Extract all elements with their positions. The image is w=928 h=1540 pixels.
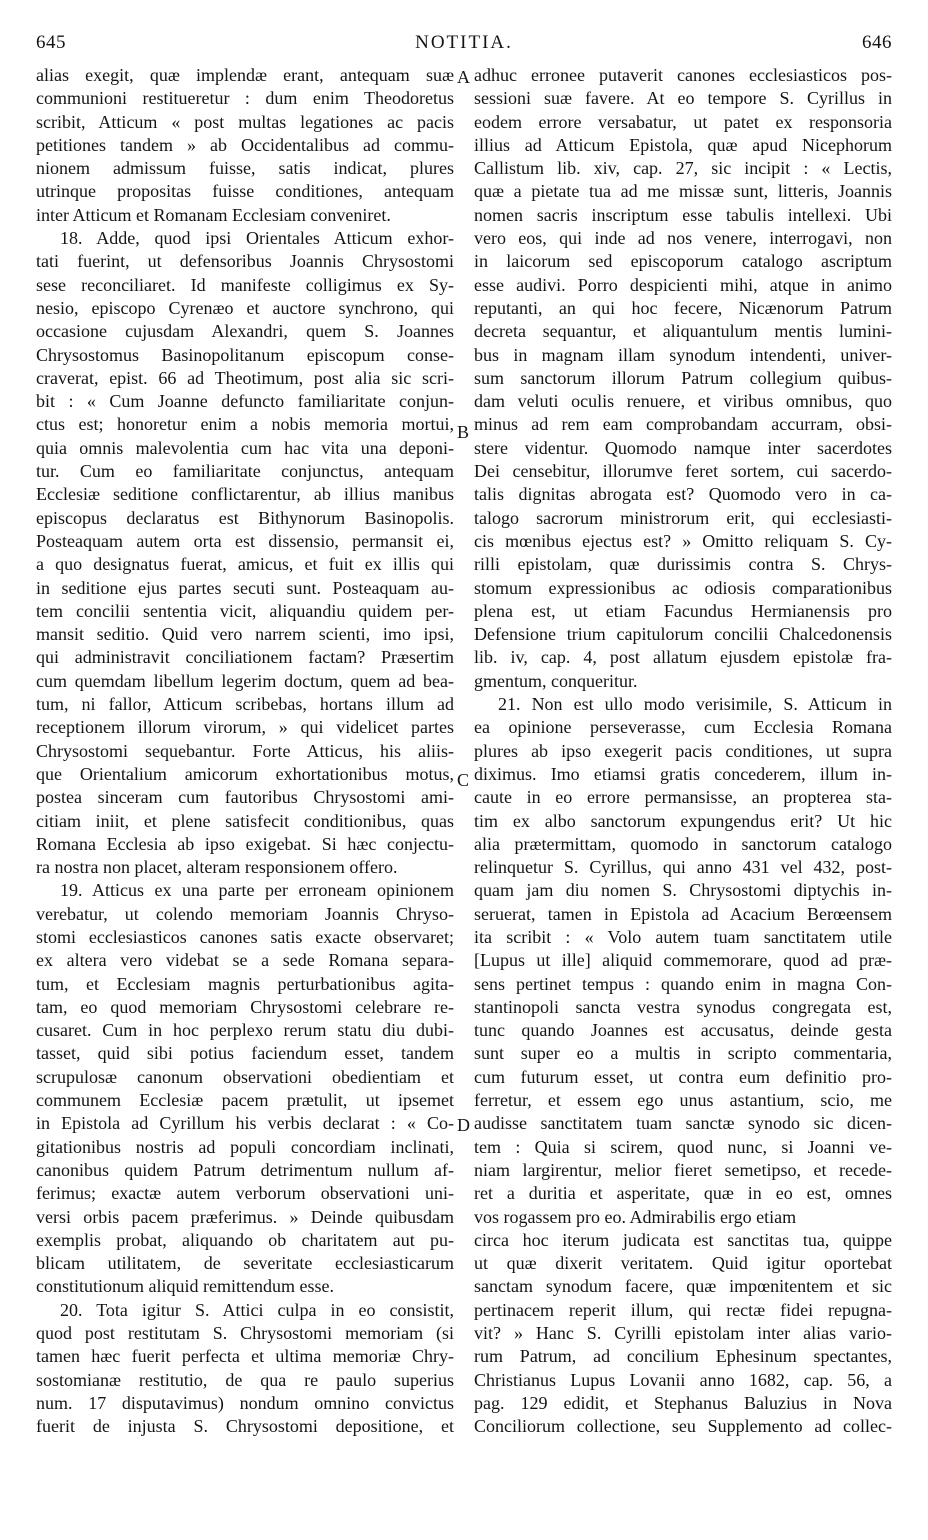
text-line: eodem errore versabatur, ut patet ex responsoria [474,111,892,132]
text-line: vit? » Hanc S. Cyrilli epistolam inter alias vario- [474,1323,892,1344]
text-line: reputanti, an qui hoc fecere, Nicænorum Patrum [474,297,892,318]
text-line: sum sanctorum illorum Patrum collegium quibus- [474,367,892,388]
text-line: canonibus quidem Patrum detrimentum nullum af- [36,1159,454,1180]
text-line: Chrysostomi sequebantur. Forte Atticus, his aliis- [36,740,454,761]
text-line: cum quemdam libellum legerim doctum, quem ad bea- [36,670,454,691]
text-line: exemplis probat, aliquando ob charitatem aut pu- [36,1229,454,1250]
text-line: 20. Tota igitur S. Attici culpa in eo consistit, [60,1299,454,1320]
margin-letter-d: D [457,1115,470,1135]
text-line: tamen hæc fuerit perfecta et ultima memoriæ Chry- [36,1346,454,1367]
text-line: stomum expressionibus ac odiosis comparationibus [474,577,892,598]
text-line: seruerat, tamen in Epistola ad Acacium Berœensem [474,903,892,924]
text-line: ita scribit : « Volo autem tuam sanctitatem utile [474,926,892,947]
text-line: Christianus Lupus Lovanii anno 1682, cap. 56, a [474,1369,892,1390]
text-line: blicam utilitatem, de severitate ecclesiasticarum [36,1253,454,1274]
text-line: quam jam diu nomen S. Chrysostomi diptychis in- [474,880,892,901]
text-line: plures ab ipso exegerit pacis conditiones, ut supra [474,740,892,761]
text-line: sostomianæ restitutio, de qua re paulo superius [36,1369,454,1390]
text-line: in laicorum sed episcoporum catalogo ascriptum [474,251,892,272]
text-line: rilli epistolam, quæ durissimis contra S. Chrys- [474,554,892,575]
text-line: alia prætermittam, quomodo in sanctorum catalogo [474,833,892,854]
text-line: cis mœnibus ejectus est? » Omitto reliquam S. Cy- [474,530,892,551]
text-line: a quo designatus fuerat, amicus, et fuit ex illis qui [36,554,454,575]
text-line: in seditione ejus partes secuti sunt. Posteaquam au- [36,577,454,598]
text-line: communioni restitueretur : dum enim Theodoretus [36,88,454,109]
text-line: verebatur, ut colendo memoriam Joannis Chryso- [36,903,454,924]
text-line: sese reconciliaret. Id manifeste colligimus ex Sy- [36,274,454,295]
text-line: num. 17 disputavimus) nondum omnino convictus [36,1392,454,1413]
text-line: Conciliorum collectione, seu Supplemento ad collec- [474,1416,892,1437]
text-line: vos rogassem pro eo. Admirabilis ergo etiam [474,1206,797,1227]
text-line: Dei censebitur, illorumve feret sortem, cui sacerdo- [474,461,892,482]
text-line: in Epistola ad Cyrillum his verbis declarat : « Co- [36,1113,454,1134]
text-line: gmentum, conqueritur. [474,670,638,691]
text-line: sessioni suæ favere. At eo tempore S. Cyrillus in [474,88,892,109]
text-line: rum Patrum, ad concilium Ephesinum spectantes, [474,1346,892,1367]
text-line: alias exegit, quæ implendæ erant, antequam suæ [36,65,454,85]
text-line: ea opinione perseverasse, cum Ecclesia Romana [474,717,892,738]
text-line: utrinque propositas fuisse conditiones, antequam [36,181,454,202]
text-line: 19. Atticus ex una parte per erroneam opinionem [60,880,454,901]
text-line: dam veluti oculis renuere, et viribus omnibus, quo [474,391,892,412]
text-line: sunt super eo a multis in scripto commentaria, [474,1043,892,1064]
text-line: diximus. Imo etiamsi gratis concederem, illum in- [474,763,892,784]
right-column [474,64,892,1514]
text-line: episcopus declaratus est Bithynorum Basinopolis. [36,507,454,528]
text-line: audisse sanctitatem tuam sanctæ synodo sic dicen- [474,1113,892,1134]
text-line: inter Atticum et Romanam Ecclesiam conveniret. [36,204,391,225]
text-line: stomi ecclesiasticos canones satis exacte observaret; [36,926,454,947]
text-line: caute in eo errore permansisse, an propterea sta- [474,787,892,808]
text-line: qui administravit conciliationem factam? Præsertim [36,647,454,668]
running-title: NOTITIA. [415,32,513,53]
page-number-right: 646 [862,32,892,53]
text-line: tasset, quid sibi potius faciendum esset, tandem [36,1043,454,1064]
text-line: que Orientalium amicorum exhortationibus motus, [36,763,454,784]
left-column [36,64,454,1514]
text-line: tim ex albo sanctorum expungendus erit? Ut hic [474,810,892,831]
text-line: 21. Non est ullo modo verisimile, S. Atticum in [498,694,892,715]
text-line: cum futurum esset, ut contra eum definitio pro- [474,1066,892,1087]
text-line: plena est, ut etiam Facundus Hermianensis pro [474,600,892,621]
text-line: scrupulosæ canonum observationi obedientiam et [36,1066,454,1087]
running-header [36,32,892,60]
text-line: ferimus; exactæ autem verborum observationi uni- [36,1183,454,1204]
text-line: quia omnis malevolentia cum hac vita una deponi- [36,437,454,458]
text-line: bit : « Cum Joanne defuncto familiaritate conjun- [36,391,454,412]
text-line: Posteaquam autem orta est dissensio, permansit ei, [36,530,454,551]
text-line: tum, et Ecclesiam magnis perturbationibus agita- [36,973,454,994]
text-line: sanctam synodum facere, quæ impœnitentem et sic [474,1276,892,1297]
text-line: fuerit de injusta S. Chrysostomi depositione, et [36,1416,454,1437]
text-line: vero eos, qui inde ad nos venere, interrogavi, non [474,228,892,249]
text-line: quæ a pietate tua ad me missæ sunt, litteris, Joannis [474,181,892,202]
text-line: occasione cujusdam Alexandri, quem S. Joannes [36,321,454,342]
text-line: mansit seditio. Quid vero narrem scienti, imo ipsi, [36,624,454,645]
text-line: quod post restitutam S. Chrysostomi memoriam (si [36,1323,454,1344]
text-line: 18. Adde, quod ipsi Orientales Atticum exhor- [60,228,454,249]
text-line: adhuc erronee putaverit canones ecclesiasticos pos- [474,65,892,85]
text-line: tum, ni fallor, Atticum scribebas, hortans illum ad [36,694,454,715]
text-line: minus ad rem eam comprobandam accurram, obsi- [474,414,892,435]
text-line: illius ad Atticum Epistola, quæ apud Nicephorum [474,134,892,155]
text-line: citiam iniit, et plene satisfecit conditionibus, quas [36,810,454,831]
text-line: tunc quando Joannes est accusatus, deinde gesta [474,1020,892,1041]
text-line: nesio, episcopo Cyrenæo et auctore synchrono, qui [36,297,454,318]
text-line: sens pertinet tempus : quando enim in magna Con- [474,973,892,994]
text-line: relinquetur S. Cyrillus, qui anno 431 vel 432, post- [474,857,892,878]
text-line: nionem admissum fuisse, satis indicat, plures [36,158,454,179]
text-line: tam, eo quod memoriam Chrysostomi celebrare re- [36,996,454,1017]
text-line: bus in magnam illam synodum intendenti, univer- [474,344,892,365]
text-line: pertinacem reperit illum, qui rectæ fidei repugna- [474,1299,892,1320]
text-line: Chrysostomus Basinopolitanum episcopum conse- [36,344,454,365]
text-line: ctus est; honoretur enim a nobis memoria mortui, [36,414,454,435]
text-line: gitationibus nostris ad populi concordiam inclinati, [36,1136,454,1157]
text-line: constitutionum aliquid remittendum esse. [36,1276,334,1297]
text-line: ferretur, et essem ego unus astantium, scio, me [474,1090,892,1111]
page-number-left: 645 [36,32,66,53]
text-line: talogo sacrorum ministrorum erit, qui ecclesiasti- [474,507,892,528]
text-line: ra nostra non placet, alteram responsionem offero. [36,857,398,878]
text-line: tati fuerint, ut defensoribus Joannis Chrysostomi [36,251,454,272]
text-line: cusaret. Cum in hoc perplexo rerum statu diu dubi- [36,1020,454,1041]
text-line: receptionem illorum virorum, » qui videlicet partes [36,717,454,738]
text-line: lib. iv, cap. 4, post allatum ejusdem epistolæ fra- [474,647,892,668]
text-line: postea sinceram cum fautoribus Chrysostomi ami- [36,787,454,808]
text-line: stantinopoli sancta vestra synodus congregata est, [474,996,892,1017]
text-line: pag. 129 edidit, et Stephanus Baluzius in Nova [474,1392,892,1413]
text-line: decreta sequantur, et aliquantulum mentis lumini- [474,321,892,342]
text-line: Ecclesiæ seditione conflictarentur, ab illius manibus [36,484,454,505]
text-line: tem : Quia si scirem, quod nunc, si Joanni ve- [474,1136,892,1157]
text-line: Callistum lib. xiv, cap. 27, sic incipit : « Lectis, [474,158,892,179]
text-line: versi orbis pacem præferimus. » Deinde quibusdam [36,1206,454,1227]
text-line: Romana Ecclesia ab ipso exigebat. Si hæc conjectu- [36,833,454,854]
text-line: ut quæ dixerit veritatem. Quid igitur oportebat [474,1253,892,1274]
margin-letter-c: C [457,770,470,790]
text-line: tur. Cum eo familiaritate conjunctus, antequam [36,461,454,482]
text-line: tem concilii sententia vicit, aliquandiu quidem per- [36,600,454,621]
margin-letter-a: A [457,67,470,87]
margin-letter-b: B [457,422,470,442]
text-line: nomen sacris inscriptum esse tabulis intellexi. Ubi [474,204,892,225]
text-line: Defensione trium capitulorum concilii Chalcedonensis [474,624,892,645]
text-line: ret a duritia et asperitate, quæ in eo est, omnes [474,1183,892,1204]
text-line: craverat, epist. 66 ad Theotimum, post alia sic scri- [36,367,454,388]
text-line: circa hoc iterum judicata est sanctitas tua, quippe [474,1229,892,1250]
text-line: communem Ecclesiæ pacem prætulit, ut ipsemet [36,1090,454,1111]
text-line: ex altera vero videbat se a sede Romana separa- [36,950,454,971]
text-line: scribit, Atticum « post multas legationes ac pacis [36,111,454,132]
text-line: niam largirentur, melior fieret semetipso, et recede- [474,1159,892,1180]
text-line: [Lupus ut ille] aliquid commemorare, quod ad præ- [474,950,892,971]
text-line: esse audivi. Porro despicienti mihi, atque in animo [474,274,892,295]
text-line: talis dignitas abrogata est? Quomodo vero in ca- [474,484,892,505]
text-line: stere videntur. Quomodo namque inter sacerdotes [474,437,892,458]
text-line: petitiones tandem » ab Occidentalibus ad commu- [36,134,454,155]
